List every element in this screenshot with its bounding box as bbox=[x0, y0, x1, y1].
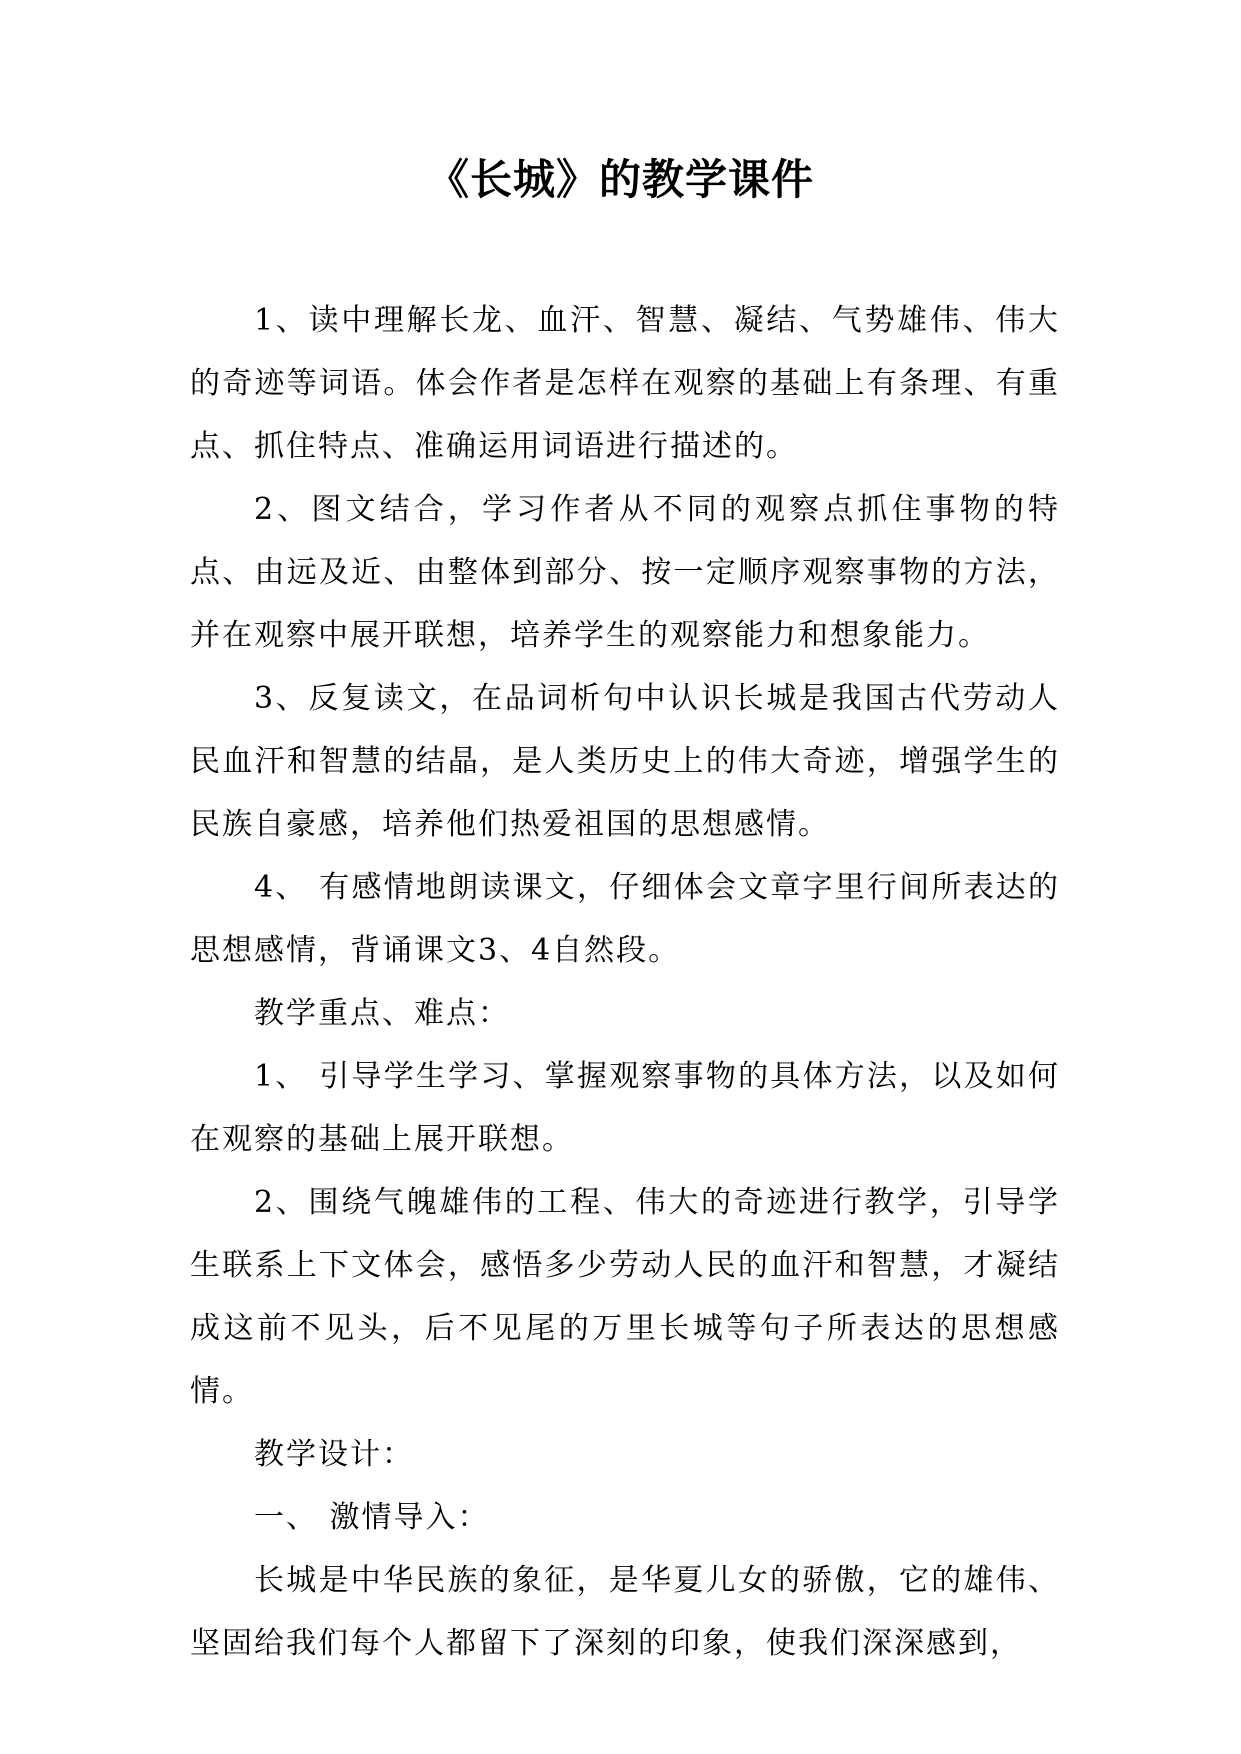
document-title: 《长城》的教学课件 bbox=[426, 155, 814, 204]
paragraph-key-point-1: 1、 引导学生学习、掌握观察事物的具体方法，以及如何在观察的基础上展开联想。 bbox=[190, 1059, 1060, 1157]
paragraph-objective-3: 3、反复读文，在品词析句中认识长城是我国古代劳动人民血汗和智慧的结晶，是人类历史上的伟大奇迹，增强学生的民族自豪感，培养他们热爱祖国的思想感情。 bbox=[190, 681, 1060, 842]
paragraph-key-point-2: 2、围绕气魄雄伟的工程、伟大的奇迹进行教学，引导学生联系上下文体会，感悟多少劳动人民的血汗和智慧，才凝结成这前不见头，后不见尾的万里长城等句子所表达的思想感情。 bbox=[190, 1185, 1060, 1409]
paragraph-objective-1: 1、读中理解长龙、血汗、智慧、凝结、气势雄伟、伟大的奇迹等词语。体会作者是怎样在观察的基础上有条理、有重点、抓住特点、准确运用词语进行描述的。 bbox=[190, 303, 1060, 464]
paragraph-introduction: 长城是中华民族的象征，是华夏儿女的骄傲，它的雄伟、坚固给我们每个人都留下了深刻的印象，使我们深深感到， bbox=[190, 1563, 1060, 1661]
paragraph-objective-4: 4、 有感情地朗读课文，仔细体会文章字里行间所表达的思想感情，背诵课文3、4自然段。 bbox=[190, 870, 1060, 968]
subheading-introduction: 一、 激情导入： bbox=[254, 1500, 490, 1535]
section-heading-key-points: 教学重点、难点： bbox=[254, 996, 510, 1031]
section-heading-teaching-design: 教学设计： bbox=[254, 1437, 414, 1472]
paragraph-objective-2: 2、图文结合，学习作者从不同的观察点抓住事物的特点、由远及近、由整体到部分、按一定顺序观察事物的方法，并在观察中展开联想，培养学生的观察能力和想象能力。 bbox=[190, 492, 1060, 653]
document-body bbox=[190, 289, 1060, 1675]
